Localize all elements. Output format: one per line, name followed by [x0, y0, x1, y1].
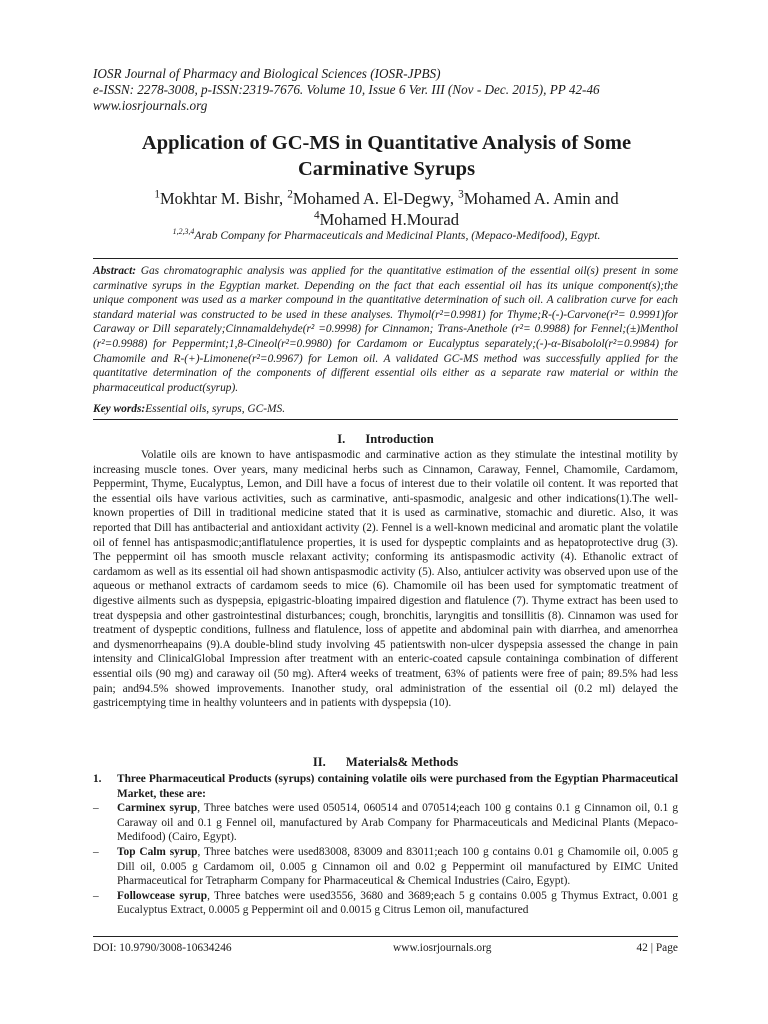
- author-sup: 3: [458, 188, 464, 201]
- journal-header: [93, 66, 693, 114]
- list-marker: 1.: [93, 773, 102, 785]
- abstract-top-rule: [93, 258, 678, 259]
- list-item: [93, 772, 678, 801]
- section-heading-introduction: [93, 432, 678, 447]
- keywords-text: Essential oils, syrups, GC-MS.: [145, 403, 286, 415]
- author-list: [93, 188, 680, 230]
- abstract-text: Gas chromatographic analysis was applied for the quantitative estimation of the essential oil(s) present in some carminative syrups in the Egyptian market. Depending on the fact that each essential oil has its unique component(s);the unique component was used as a marker compound in the quantitative determination of such oil. A calibration curve for each standard material was constructed to be used in these analyses. Thymol(r²=0.9981) for Thyme;R-(-)-Carvone(r²= 0.9991)for Caraway or Dill separately;Cinnamaldehyde(r² =0.9998) for Cinnamon; Trans-Anethole (r²= 0.9988) for Fennel;(±)Menthol (r²=0.9988) for Peppermint;1,8-Cineol(r²=0.9980) for Cardamom or Eucalyptus separately;(-)-α-Bisabolol(r²=0.9984) for Chamomile and R-(+)-Limonene(r²=0.9967) for Lemon oil. A validated GC-MS method was successfully applied for the quantitative determination of the components of different essential oils either as a separate raw material or within the pharmaceutical product(syrup).: [93, 265, 678, 394]
- keywords-label: Key words:: [93, 403, 146, 415]
- abstract-label: Abstract:: [93, 265, 137, 277]
- paper-title: Application of GC-MS in Quantitative Analysis of Some Carminative Syrups: [141, 132, 632, 180]
- footer-page-number: 42 | Page: [636, 942, 678, 954]
- footer-rule: [93, 936, 678, 937]
- list-item-text: , Three batches were used3556, 3680 and 3689;each 5 g contains 0.005 g Thymus Extract, 0.001 g Eucalyptus Extract, 0.0005 g Peppermint oil and 0.0015 g Citrus Lemon oil, manufactured: [117, 889, 678, 917]
- abstract: [93, 264, 678, 395]
- author-name: Mohamed H.Mourad: [319, 210, 459, 229]
- journal-issn: e-ISSN: 2278-3008, p-ISSN:2319-7676. Volume 10, Issue 6 Ver. III (Nov - Dec. 2015), PP 42-46: [93, 82, 600, 97]
- author-name: Mokhtar M. Bishr,: [159, 189, 288, 208]
- footer-website[interactable]: www.iosrjournals.org: [393, 942, 492, 954]
- affiliation-text: Arab Company for Pharmaceuticals and Medicinal Plants, (Mepaco-Medifood), Egypt.: [194, 229, 601, 242]
- author-name: Mohamed A. El-Degwy,: [292, 189, 459, 208]
- introduction-body: Volatile oils are known to have antispasmodic and carminative action as they stimulate the intestinal motility by increasing muscle tones. Over years, many medicinal herbs such as Cinnamon, Caraway, Fennel, Chamomile, Cardamom, Peppermint, Thyme, Eucalyptus, Lemon, and Dill have a focus of interest due to their volatile oil content. It was reported that the essential oils have various activities, such as carminative, anti-spasmodic, analgesic and other indications(1).The well-known properties of Dill in traditional medicine stated that it is used as carminative, stomachic and diuretic. Also, it was reported that Dill has antibacterial and antioxidant activity (2). Fennel is a well-known medicinal and aromatic plant the volatile oil of fennel has antispasmodic;antiflatulence properties, it is used for dyspeptic complaints and as hepatoprotective drug (3). The peppermint oil has smooth muscle relaxant activity; conforming its antispasmodic activity (4). Ethanolic extract of cardamom as well as its essential oil had shown antispasmodic activity (5). Also, antiulcer activity was observed upon use of the aqueous or methanol extracts of cardamom seeds to mice (6). Chamomile oil has been used for symptomatic treatment of digestive ailments such as dyspepsia, epigastric-bloating impaired digestion and flatulence (7). Thyme extract has been used to treat dyspepsia and other gastrointestinal disturbances; cough, bronchitis, laryngitis and tonsillitis (8). Cinnamon was used for treatment of dyspeptic conditions, fullness and flatulence, loss of appetite and abdominal pain with diarrhea, and amenorrhea and dysmenorrheapains (9).A double-blind study involving 45 patientswith non-ulcer dyspepsia assessed the change in pain intensity and ClinicalGlobal Impression after treatment with an enteric-coated capsule containinga combination of different essential oils (90 mg) and caraway oil (50 mg). After4 weeks of treatment, 63% of patients were free of pain; 89.5% had less pain; and94.5% showed improvements. Inanother study, oral administration of the essential oil (0.2 ml) delayed the gastricemptying time in healthy volunteers and in patients with dyspepsia (10).: [93, 449, 678, 710]
- list-item-text: , Three batches were used 050514, 060514 and 070514;each 100 g contains 0.1 g Cinnamon oil, 0.1 g Caraway oil and 0.1 g Fennel oil, manufactured by Arab Company for Pharmaceuticals and Medicinal Plants (Mepaco-Medifood) (Cairo, Egypt).: [117, 802, 678, 844]
- list-item-text: , Three batches were used83008, 83009 and 83011;each 100 g contains 0.01 g Chamomile oil, 0.005 g Dill oil, 0.005 g Cardamom oil, 0.005 g Cinnamon oil and 0.02 g Peppermint oil manufactured by EIMC United Pharmaceutical for Tetrapharm Company for Pharmaceutical & Chemical Industries (Cairo, Egypt).: [117, 845, 678, 888]
- list-item: [93, 801, 678, 845]
- author-sup: 2: [287, 188, 293, 201]
- section-heading-methods: [93, 755, 678, 770]
- abstract-bottom-rule: [93, 419, 678, 420]
- list-item-text: Three Pharmaceutical Products (syrups) containing volatile oils were purchased from the Egyptian Pharmaceutical Market, these are:: [117, 773, 678, 800]
- footer-doi: DOI: 10.9790/3008-10634246: [93, 942, 232, 954]
- journal-website: www.iosrjournals.org: [93, 98, 208, 113]
- section-number: II.: [312, 755, 326, 769]
- product-name: Followcease syrup: [117, 889, 208, 902]
- product-name: Carminex syrup: [117, 802, 198, 815]
- list-marker: –: [93, 802, 99, 815]
- section-number: I.: [337, 432, 346, 446]
- section-title: Materials& Methods: [345, 755, 459, 769]
- journal-name: IOSR Journal of Pharmacy and Biological Sciences (IOSR-JPBS): [93, 66, 441, 81]
- list-item: [93, 889, 678, 918]
- materials-list: [93, 772, 678, 918]
- author-name: Mohamed A. Amin and: [463, 189, 619, 208]
- list-item: [93, 845, 678, 889]
- author-sup: 4: [314, 209, 320, 222]
- list-marker: –: [93, 889, 99, 902]
- author-sup: 1: [154, 188, 160, 201]
- product-name: Top Calm syrup: [117, 845, 198, 858]
- keywords: [93, 402, 678, 417]
- affiliation-sup: 1,2,3,4: [172, 227, 195, 237]
- list-marker: –: [93, 845, 99, 858]
- affiliation: [93, 229, 680, 243]
- section-title: Introduction: [365, 432, 434, 446]
